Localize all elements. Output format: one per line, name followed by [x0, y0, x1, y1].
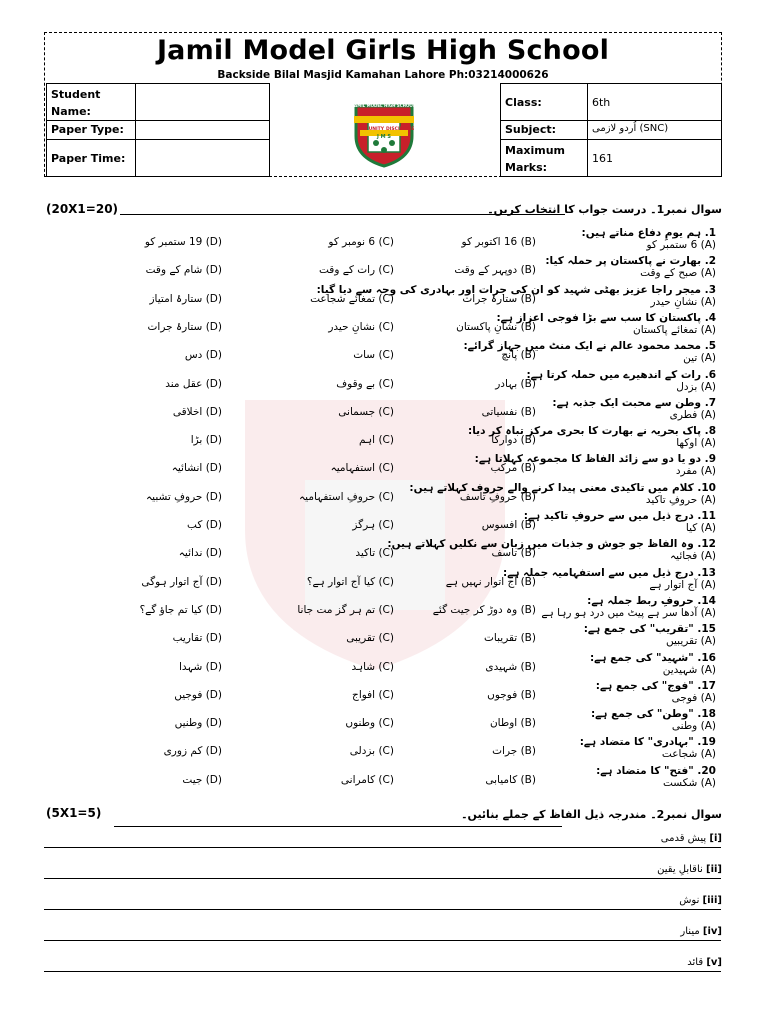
- option-c[interactable]: (C) رات کے وقت: [319, 264, 394, 277]
- word-text: نوش: [679, 895, 700, 906]
- question-text: 16. "شہید" کی جمع ہے:: [589, 651, 716, 664]
- option-d[interactable]: (D) کیا تم جاؤ گے؟: [139, 603, 222, 616]
- paper-type-field[interactable]: [135, 120, 270, 140]
- option-a[interactable]: (A) حروفِ تاکید: [645, 493, 716, 506]
- section2-heading: سوال نمبر2۔ مندرجہ ذیل الفاظ کے جملے بنائیں۔: [461, 808, 722, 821]
- option-a[interactable]: (A) 6 ستمبر کو: [646, 239, 716, 251]
- option-a[interactable]: (A) تمغائے پاکستان: [633, 323, 716, 336]
- student-name-field[interactable]: [135, 83, 270, 121]
- logo-faith-text: FAITH: [376, 113, 392, 118]
- option-a[interactable]: (A) صبح کے وقت: [640, 267, 716, 280]
- option-d[interactable]: (D) وطنیں: [174, 717, 222, 730]
- question-text: 19. "بہادری" کا متضاد ہے:: [579, 736, 716, 749]
- question-text: 12. وہ الفاظ جو جوش و جذبات میں زبان سے نکلیں کہلاتے ہیں:: [387, 538, 716, 551]
- question-text: 4. پاکستان کا سب سے بڑا فوجی اعزاز ہے:: [496, 311, 716, 324]
- option-b[interactable]: (B) تاسف: [491, 547, 536, 560]
- item-number: [v]: [706, 957, 722, 968]
- question-text: 11. درج ذیل میں سے حروفِ تاکید ہے:: [523, 510, 716, 522]
- paper-type-label: Paper Type:: [46, 120, 136, 140]
- subject-value: اُردو لازمی (SNC): [587, 120, 722, 140]
- option-d[interactable]: (D) حروفِ تشبیہ: [146, 490, 222, 503]
- option-b[interactable]: (B) نشانِ پاکستان: [456, 320, 536, 333]
- option-c[interactable]: (C) 6 نومبر کو: [328, 236, 394, 248]
- option-c[interactable]: (C) وطنوں: [345, 717, 394, 730]
- list-item: [687, 957, 722, 968]
- question-text: 10. کلام میں تاکیدی معنی پیدا کرنے والے حروف کہلاتے ہیں:: [409, 481, 716, 494]
- school-address: Backside Bilal Masjid Kamahan Lahore Ph:03214000626: [217, 69, 549, 81]
- section2-marks: (5X1=5): [46, 806, 102, 820]
- question-text: 6. رات کے اندھیرے میں حملہ کرتا ہے:: [526, 368, 716, 381]
- option-b[interactable]: (B) وہ دوڑ کر جیت گئے: [432, 603, 536, 616]
- option-a[interactable]: (A) وطنی: [671, 720, 716, 733]
- question-text: 17. "فوج" کی جمع ہے:: [595, 679, 716, 692]
- option-c[interactable]: (C) استفہامیہ: [330, 462, 394, 475]
- option-a[interactable]: (A) فوجی: [671, 691, 716, 704]
- option-a[interactable]: (A) اوکھا: [676, 437, 716, 450]
- option-d[interactable]: (D) ستارۂ امتیاز: [149, 292, 222, 305]
- question-text: 13. درج ذیل میں سے استفہامیہ جملہ ہے:: [503, 566, 716, 579]
- item-number: [ii]: [705, 864, 722, 875]
- option-a[interactable]: (A) شکست: [662, 776, 716, 789]
- subject-label: Subject:: [500, 120, 588, 140]
- option-a[interactable]: (A) شجاعت: [661, 748, 716, 761]
- option-b[interactable]: (B) دوپہر کے وقت: [454, 264, 536, 277]
- item-number: [i]: [709, 833, 722, 844]
- max-marks-value: 161: [587, 139, 722, 177]
- option-b[interactable]: (B) 16 اکتوبر کو: [461, 236, 536, 248]
- question-text: 8. پاک بحریہ نے بھارت کا بحری مرکز تباہ کر دیا:: [468, 425, 716, 438]
- option-a[interactable]: (A) تقریبیں: [665, 635, 716, 648]
- question-text: 14. حروفِ ربط جملہ ہے:: [587, 594, 716, 607]
- option-d[interactable]: (D) آج اتوار ہوگی: [141, 575, 222, 588]
- logo-unity-text: UNITY: [368, 127, 384, 132]
- question-text: 18. "وطن" کی جمع ہے:: [590, 708, 716, 721]
- section1-marks: (20X1=20): [46, 202, 119, 216]
- option-d[interactable]: (D) ستارۂ جرات: [147, 320, 222, 333]
- question-text: 3. میجر راجا عزیز بھٹی شہید کو ان کی جرات اور بہادری کی وجہ سے دیا گیا:: [316, 283, 716, 296]
- option-d[interactable]: (D) کم زوری: [163, 745, 222, 758]
- question-text: 9. دو یا دو سے زائد الفاظ کا مجموعہ کہلاتا ہے:: [474, 453, 716, 466]
- option-b[interactable]: (B) مرکب: [490, 462, 536, 475]
- option-c[interactable]: (C) ہرگز: [352, 519, 394, 531]
- option-b[interactable]: (B) افسوس: [481, 519, 536, 531]
- option-d[interactable]: (D) انشائیہ: [171, 462, 222, 475]
- option-b[interactable]: (B) حروفِ تاسف: [459, 490, 536, 503]
- option-d[interactable]: (D) فوجیں: [174, 688, 222, 701]
- option-c[interactable]: (C) بے وقوف: [336, 377, 394, 390]
- question-text: 1. ہم یومِ دفاع مناتے ہیں:: [581, 227, 716, 239]
- option-c[interactable]: (C) تم ہر گز مت جانا: [297, 603, 394, 616]
- option-c[interactable]: (C) کامرانی: [340, 773, 394, 786]
- option-a[interactable]: (A) فطری: [669, 408, 716, 421]
- list-item: [661, 833, 722, 844]
- option-b[interactable]: (B) آج اتوار نہیں ہے: [445, 575, 536, 588]
- option-d[interactable]: (D) دس: [184, 349, 222, 362]
- student-name-label: Student Name:: [46, 83, 136, 121]
- option-a[interactable]: (A) بزدل: [676, 380, 716, 393]
- logo-initials: J M S: [377, 134, 391, 140]
- option-b[interactable]: (B) تقریبات: [484, 632, 536, 645]
- option-a[interactable]: (A) تین: [683, 352, 716, 365]
- question-text: 5. محمد محمود عالم نے ایک منٹ میں جہاز گرائے:: [463, 340, 716, 353]
- option-c[interactable]: (C) شاہد: [351, 660, 394, 673]
- word-text: پیش قدمی: [660, 833, 707, 844]
- item-number: [iii]: [702, 895, 722, 906]
- option-c[interactable]: (C) افواج: [352, 688, 394, 701]
- option-a[interactable]: (A) شہیدین: [662, 663, 716, 676]
- answer-line[interactable]: [44, 909, 721, 910]
- list-item: [680, 926, 722, 937]
- option-b[interactable]: (B) دوارکا: [491, 434, 536, 447]
- option-c[interactable]: (C) اہم: [359, 434, 394, 447]
- option-d[interactable]: (D) اخلاقی: [172, 405, 222, 418]
- option-a[interactable]: (A) نشانِ حیدر: [650, 295, 716, 308]
- option-d[interactable]: (D) تقاریب: [172, 632, 222, 645]
- option-c[interactable]: (C) تقریبی: [346, 632, 394, 645]
- option-d[interactable]: (D) شہدا: [178, 660, 222, 673]
- question-text: 20. "فتح" کا متضاد ہے:: [596, 764, 716, 777]
- answer-line[interactable]: [44, 971, 721, 972]
- class-label: Class:: [500, 83, 588, 121]
- logo-discipline-text: DISCIPLINE: [386, 127, 415, 132]
- option-c[interactable]: (C) کیا آج اتوار ہے؟: [306, 575, 394, 588]
- option-d[interactable]: (D) کب: [187, 519, 222, 531]
- word-text: مینار: [680, 926, 700, 937]
- option-c[interactable]: (C) حروفِ استفہامیہ: [299, 490, 394, 503]
- list-item: [657, 864, 722, 875]
- class-value: 6th: [587, 83, 722, 121]
- option-b[interactable]: (B) جرات: [492, 745, 536, 758]
- option-d[interactable]: (D) بڑا: [190, 434, 222, 447]
- option-d[interactable]: (D) جیت: [182, 773, 222, 786]
- max-marks-label: Maximum Marks:: [500, 139, 588, 177]
- option-a[interactable]: (A) مفرد: [675, 465, 716, 478]
- option-d[interactable]: (D) شام کے وقت: [145, 264, 222, 277]
- answer-line[interactable]: [44, 878, 721, 879]
- option-c[interactable]: (C) تاکید: [355, 547, 394, 560]
- word-text: قائد: [687, 957, 704, 968]
- option-b[interactable]: (B) کامیابی: [485, 773, 536, 786]
- option-b[interactable]: (B) فوجوں: [487, 688, 536, 701]
- question-text: 2. بھارت نے پاکستان پر حملہ کیا:: [545, 255, 716, 268]
- option-c[interactable]: (C) نشانِ حیدر: [328, 320, 394, 333]
- option-a[interactable]: (A) آج اتوار ہے: [649, 578, 716, 591]
- option-b[interactable]: (B) پانچ: [501, 349, 536, 362]
- option-b[interactable]: (B) نفسیاتی: [481, 405, 536, 418]
- option-c[interactable]: (C) بزدلی: [349, 745, 394, 758]
- question-text: 7. وطن سے محبت ایک جذبہ ہے:: [552, 396, 716, 409]
- option-a[interactable]: (A) آدھا سر ہے پیٹ میں درد ہو رہا ہے: [541, 606, 716, 619]
- option-b[interactable]: (B) بہادر: [495, 377, 536, 390]
- section1-heading: سوال نمبر1۔ درست جواب کا انتخاب کریں۔: [487, 203, 722, 216]
- school-name: Jamil Model Girls High School: [156, 35, 610, 66]
- item-number: [iv]: [702, 926, 722, 937]
- option-a[interactable]: (A) کیا: [685, 522, 716, 534]
- logo-school-text: JAMIL MODEL HIGH SCHOOL: [352, 103, 416, 108]
- paper-time-field[interactable]: [135, 139, 270, 177]
- option-c[interactable]: (C) سات: [353, 349, 394, 362]
- word-text: ناقابلِ یقین: [657, 864, 703, 875]
- option-a[interactable]: (A) فجائیہ: [670, 550, 716, 563]
- paper-time-label: Paper Time:: [46, 139, 136, 177]
- option-b[interactable]: (B) اوطان: [489, 717, 536, 730]
- option-b[interactable]: (B) شہیدی: [485, 660, 536, 673]
- option-b[interactable]: (B) ستارۂ جرات: [462, 292, 536, 305]
- option-d[interactable]: (D) ندائیہ: [178, 547, 222, 560]
- option-c[interactable]: (C) جسمانی: [338, 405, 394, 418]
- option-d[interactable]: (D) 19 ستمبر کو: [144, 236, 222, 248]
- question-text: 15. "تقریب" کی جمع ہے:: [583, 623, 716, 636]
- option-c[interactable]: (C) تمغائے شجاعت: [310, 292, 394, 305]
- list-item: [679, 895, 722, 906]
- answer-line[interactable]: [44, 847, 721, 848]
- section2-heading-line: [114, 826, 562, 827]
- option-d[interactable]: (D) عقل مند: [165, 377, 222, 390]
- answer-line[interactable]: [44, 940, 721, 941]
